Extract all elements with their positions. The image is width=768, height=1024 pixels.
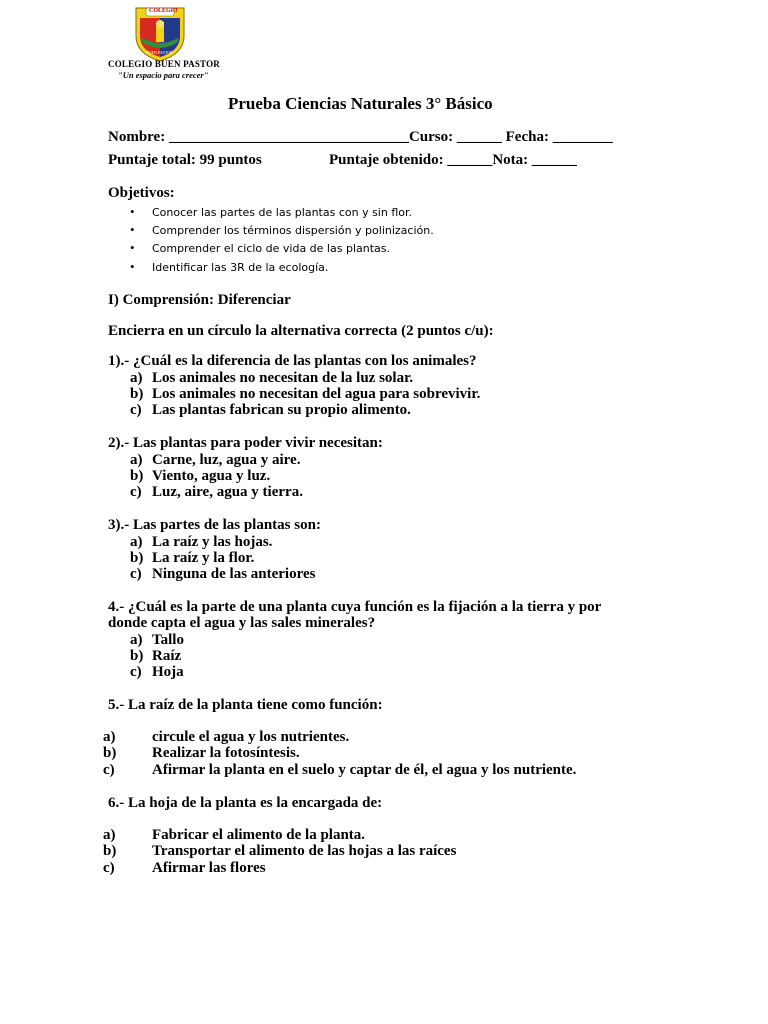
option-text: La raíz y la flor.: [152, 550, 255, 566]
option-text: Tallo: [152, 632, 184, 648]
option-letter: c): [130, 566, 142, 582]
objective-item: Comprender los términos dispersión y polinización.: [152, 224, 434, 237]
option-letter: b): [130, 550, 144, 566]
info-name-line: Nombre: ________________________________Curso: ______ Fecha: ________: [108, 129, 613, 145]
section-instruction: Encierra en un círculo la alternativa correcta (2 puntos c/u):: [108, 323, 494, 339]
option-text: Carne, luz, agua y aire.: [152, 452, 301, 468]
option-letter: c): [130, 402, 142, 418]
option-letter: b): [130, 386, 144, 402]
option-letter: a): [130, 370, 143, 386]
option-text: Realizar la fotosíntesis.: [152, 745, 300, 761]
option-text: La raíz y las hojas.: [152, 534, 273, 550]
option-text: Afirmar las flores: [152, 860, 266, 876]
school-logo: [134, 6, 186, 62]
objective-item: Identificar las 3R de la ecología.: [152, 261, 329, 274]
objective-item: Conocer las partes de las plantas con y sin flor.: [152, 206, 413, 219]
option-letter: b): [103, 745, 117, 761]
school-name: COLEGIO BUEN PASTOR: [108, 59, 220, 69]
question-1: 1).- ¿Cuál es la diferencia de las plantas con los animales?: [108, 353, 477, 369]
option-text: Las plantas fabrican su propio alimento.: [152, 402, 411, 418]
option-text: Fabricar el alimento de la planta.: [152, 827, 366, 843]
option-letter: b): [103, 843, 117, 859]
option-text: Viento, agua y luz.: [152, 468, 271, 484]
info-total-score: Puntaje total: 99 puntos: [108, 152, 262, 168]
option-text: Ninguna de las anteriores: [152, 566, 316, 582]
objective-item: Comprender el ciclo de vida de las plantas.: [152, 242, 390, 255]
option-letter: b): [130, 468, 144, 484]
logo-label: COLEGIO: [149, 8, 178, 14]
page-title: Prueba Ciencias Naturales 3° Básico: [228, 94, 493, 113]
question-2: 2).- Las plantas para poder vivir necesitan:: [108, 435, 383, 451]
option-text: Hoja: [152, 664, 184, 680]
option-letter: c): [130, 664, 142, 680]
option-letter: c): [103, 762, 115, 778]
bullet-icon: •: [130, 259, 135, 274]
option-text: Transportar el alimento de las hojas a las raíces: [152, 843, 457, 859]
bullet-icon: •: [130, 240, 135, 255]
option-text: Afirmar la planta en el suelo y captar de él, el agua y los nutriente.: [152, 762, 577, 778]
section-heading: I) Comprensión: Diferenciar: [108, 292, 291, 308]
option-letter: c): [103, 860, 115, 876]
option-letter: b): [130, 648, 144, 664]
info-obtained-score: Puntaje obtenido: ______Nota: ______: [329, 152, 577, 168]
option-letter: a): [103, 827, 116, 843]
question-5: 5.- La raíz de la planta tiene como función:: [108, 697, 383, 713]
option-text: Raíz: [152, 648, 182, 664]
question-4-line2: donde capta el agua y las sales minerales?: [108, 615, 376, 631]
bullet-icon: •: [130, 204, 135, 219]
option-letter: a): [130, 534, 143, 550]
logo-bottom-label: BUEN PASTOR: [146, 50, 173, 55]
school-motto: "Un espacio para crecer": [118, 70, 209, 80]
bullet-icon: •: [130, 222, 135, 237]
option-letter: c): [130, 484, 142, 500]
option-letter: a): [130, 452, 143, 468]
question-6: 6.- La hoja de la planta es la encargada de:: [108, 795, 383, 811]
option-text: circule el agua y los nutrientes.: [152, 729, 350, 745]
option-letter: a): [103, 729, 116, 745]
option-text: Los animales no necesitan del agua para sobrevivir.: [152, 386, 481, 402]
option-text: Los animales no necesitan de la luz solar.: [152, 370, 414, 386]
objectives-heading: Objetivos:: [108, 185, 175, 201]
question-4-line1: 4.- ¿Cuál es la parte de una planta cuya función es la fijación a la tierra y por: [108, 599, 602, 615]
option-text: Luz, aire, agua y tierra.: [152, 484, 303, 500]
question-3: 3).- Las partes de las plantas son:: [108, 517, 321, 533]
option-letter: a): [130, 632, 143, 648]
